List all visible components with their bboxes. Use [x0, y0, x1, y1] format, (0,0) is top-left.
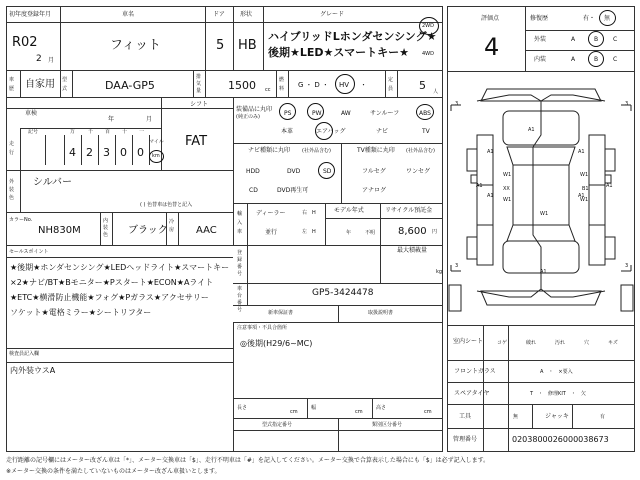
ext-opt-a: A — [571, 36, 576, 43]
mile-label: マイル — [149, 139, 164, 145]
height-label: 高さ — [376, 405, 387, 411]
tv-analog: アナログ — [362, 187, 387, 194]
tv-title: TV種類に丸印 — [357, 147, 395, 154]
equipment-subtitle: (純正のみ) — [236, 114, 260, 120]
sales-label: セールスポイント — [9, 249, 49, 255]
recycle: 8,600 — [398, 226, 427, 237]
mileage-digit-2: 2 — [86, 146, 93, 159]
ext-label: 外装 — [534, 36, 547, 43]
chassis: GP5-3424478 — [312, 288, 374, 298]
capacity: 5 — [419, 79, 426, 92]
import-parallel: 並行 — [265, 229, 278, 236]
diag-mark-11: XX — [503, 186, 510, 192]
ju-label: 十 — [122, 129, 128, 135]
max-load-label: 最大積載量 — [397, 247, 428, 254]
exterior-color: シルバー — [33, 177, 73, 188]
import-dealer: ディーラー — [256, 210, 286, 217]
ext-selected-circle — [588, 31, 604, 47]
pillar-item-2: 破れ — [526, 340, 537, 346]
reg-label: 登録番号 — [237, 250, 243, 277]
usage: 自家用 — [25, 79, 55, 90]
doors-label: ドア — [213, 11, 225, 18]
hyaku-label: 百 — [105, 129, 111, 135]
height-unit: cm — [424, 409, 432, 415]
first-reg-label: 初年度登録年月 — [9, 11, 52, 18]
int-opt-c: C — [613, 56, 618, 63]
spare-label: スペアタイヤ — [454, 390, 490, 397]
color-no-label: カラーNo. — [9, 217, 33, 223]
footer-line-2: ※メーター交換の条件を満たしていないものはメーター改ざん車扱いとします。 — [6, 468, 221, 475]
ichi-label: 一 — [139, 129, 145, 135]
recycle-label: リサイクル預託金 — [385, 207, 433, 214]
inspection-label: 車検 — [25, 110, 38, 117]
diag-mark-14: A1 — [476, 183, 483, 189]
diag-mark-8: W1 — [580, 172, 589, 178]
inspector-line-1: 内外装ウスA — [10, 366, 56, 375]
shape: HB — [238, 38, 257, 53]
class-label: 類別区分番号 — [372, 422, 403, 428]
width-label: 幅 — [311, 405, 317, 411]
fuel-rest: ・ — [360, 81, 367, 89]
import-right: 右 — [302, 210, 308, 216]
model-label: 型式 — [62, 77, 68, 92]
capacity-label: 定員 — [388, 77, 394, 92]
import-label: 輸入車 — [237, 211, 243, 235]
displacement-unit: cc — [265, 87, 271, 93]
equip-ps: PS — [284, 110, 292, 117]
km-label: km — [152, 153, 160, 159]
color-no: NH830M — [38, 225, 81, 236]
navi-title: ナビ種類に丸印 — [248, 147, 291, 154]
jack-value: 有 — [600, 414, 606, 420]
mileage-digit-3: 3 — [103, 146, 110, 159]
exterior-note: ( ) 色替車は色替と記入 — [140, 202, 193, 208]
glass-label: フロントガラス — [454, 368, 496, 375]
equip-ps-circle — [279, 103, 296, 120]
reg-month-unit: 月 — [48, 57, 55, 64]
sales-line-4: ソケット★電格ミラー★シートリフター — [10, 308, 152, 317]
import-h-right: H — [312, 210, 316, 216]
navi-sub: (社外品含む) — [302, 148, 331, 154]
tv-oneseg: ワンセグ — [406, 168, 431, 175]
sen-label: 千 — [88, 129, 94, 135]
tool-value: 無 — [513, 414, 519, 420]
pillar-item-3: 汚れ — [555, 340, 566, 346]
length-label: 長さ — [237, 405, 248, 411]
score-label: 評価点 — [481, 15, 500, 22]
sales-line-2: ×2★ナビ/BT★Bモニター★Pスタート★ECON★Aライト — [10, 278, 214, 287]
diag-mark-3: A1 — [578, 149, 585, 155]
drive-2wd: 2WD — [422, 23, 434, 29]
equip-leather: 本革 — [281, 128, 294, 135]
equip-navi: ナビ — [376, 128, 389, 135]
navi-hdd: HDD — [246, 168, 260, 175]
ext-opt-b: B — [594, 36, 599, 43]
capacity-unit: 人 — [433, 89, 439, 95]
equip-abs: ABS — [419, 110, 431, 117]
tv-sub: (社外品含む) — [406, 148, 435, 154]
diag-mark-9: W1 — [503, 197, 512, 203]
fix-selected: 無 — [604, 15, 611, 22]
equip-tv: TV — [422, 128, 430, 135]
type-cert-label: 型式指定番号 — [262, 422, 293, 428]
navi-dvd: DVD — [287, 168, 301, 175]
jack-label: ジャッキ — [545, 413, 569, 420]
pillar-item-1: コゲ — [497, 340, 508, 346]
inspection-month-unit: 月 — [146, 116, 153, 123]
fuel-label: 燃料 — [279, 77, 285, 92]
doors: 5 — [216, 38, 225, 53]
shift-label: シフト — [190, 101, 209, 108]
int-label: 内装 — [534, 56, 547, 63]
grade-label: グレード — [320, 11, 345, 18]
exterior-label: 外装色 — [9, 179, 15, 201]
equip-pw-circle — [307, 103, 324, 120]
interior-label: 内装色 — [103, 218, 109, 238]
model-year-label: モデル年式 — [334, 207, 364, 214]
mileage-digit-5: 0 — [137, 146, 144, 159]
inspector-label: 検査員記入欄 — [9, 351, 40, 357]
int-opt-b: B — [594, 56, 599, 63]
diag-mark-4: A1 — [487, 193, 494, 199]
kg-unit: kg — [436, 269, 443, 275]
import-h-left: H — [312, 229, 316, 235]
glass-value: A ・ ×要入 — [540, 369, 573, 375]
reg-year: R02 — [12, 35, 38, 50]
symbol-label: 記号 — [28, 129, 39, 135]
grade-line1: ハイブリッドLホンダセンシング★ — [268, 30, 437, 43]
mgmt-value: 0203800026000038673 — [512, 435, 609, 444]
model-year-unknown: 不明 — [365, 230, 376, 236]
reg-month: 2 — [36, 54, 42, 64]
fix-options: 有・ — [583, 15, 596, 22]
score: 4 — [484, 33, 500, 61]
diag-mark-1: A1 — [528, 127, 535, 133]
mileage-digit-1: 4 — [69, 146, 76, 159]
fuel-options: G・D・ — [298, 81, 331, 89]
diag-mark-15: A1 — [606, 183, 613, 189]
recycle-unit: 円 — [432, 229, 438, 235]
sales-line-3: ★ETC★横滑防止機能★フォグ★Pガラス★アクセサリー — [10, 293, 209, 302]
import-left: 左 — [302, 229, 308, 235]
pillar-label: 室内シート — [453, 338, 484, 345]
equip-aw: AW — [341, 110, 351, 117]
int-opt-a: A — [571, 56, 576, 63]
interior-color: ブラック — [128, 225, 168, 236]
manual-label: 取扱説明書 — [368, 310, 394, 316]
pillar-item-5: キズ — [608, 340, 618, 346]
car-name-label: 車名 — [122, 11, 135, 18]
usage-label: 車歴 — [9, 77, 15, 92]
fuel-selected: HV — [339, 81, 350, 89]
pillar-item-4: 穴 — [584, 340, 590, 346]
diag-side-num-2: 3 — [625, 101, 629, 107]
diag-mark-5: A1 — [578, 193, 585, 199]
navi-sd: SD — [323, 168, 332, 175]
length-unit: cm — [290, 409, 298, 415]
diag-side-num-3: 3 — [455, 263, 459, 269]
diag-mark-6: A1 — [540, 269, 547, 275]
int-selected-circle — [588, 51, 604, 67]
ac: AAC — [196, 225, 217, 236]
car-name: フィット — [110, 38, 161, 53]
shape-label: 形状 — [240, 11, 253, 18]
tool-label: 工具 — [459, 413, 472, 420]
mileage-digit-4: 0 — [120, 146, 127, 159]
navi-sd-circle — [318, 162, 335, 179]
diag-mark-13: W1 — [540, 211, 549, 217]
grade-line2: 後期★LED★スマートキー★ — [268, 46, 410, 59]
diag-mark-10: W1 — [580, 197, 589, 203]
equipment-title: 装備品に丸印 — [236, 106, 273, 113]
mgmt-label: 管理番号 — [453, 436, 478, 443]
car-diagram — [447, 75, 635, 325]
run-label: 走行 — [9, 141, 15, 156]
diag-side-num-1: 3 — [455, 101, 459, 107]
ext-opt-c: C — [613, 36, 618, 43]
diag-mark-2: A1 — [487, 149, 494, 155]
model: DAA-GP5 — [105, 79, 155, 92]
displacement-label: 排気量 — [196, 74, 202, 94]
diag-mark-7: W1 — [503, 172, 512, 178]
spare-value: T ・ 修理KIT ・ 欠 — [530, 391, 586, 397]
equip-airbag: エアバッグ — [316, 128, 346, 135]
drive-4wd: 4WD — [422, 51, 434, 57]
sales-line-1: ★後期★ホンダセンシング★LEDヘッドライト★スマートキー — [10, 263, 230, 272]
notes-line-1: ◎後期(H29/6~MC) — [240, 339, 313, 348]
displacement: 1500 — [228, 79, 256, 92]
equip-abs-circle — [416, 104, 434, 120]
diag-side-num-4: 3 — [625, 263, 629, 269]
navi-dvd-play: DVD再生可 — [277, 187, 309, 194]
ac-label: 冷房 — [169, 219, 175, 233]
model-year-year: 年 — [346, 230, 352, 236]
inspection-year-unit: 年 — [108, 116, 115, 123]
notes-label: 注意事項・不具合箇所 — [237, 325, 288, 331]
width-unit: cm — [355, 409, 363, 415]
chassis-label: 車台番号 — [237, 286, 243, 313]
diag-mark-12: B1 — [582, 186, 589, 192]
equip-airbag-circle — [315, 122, 333, 140]
equip-sunroof: サンルーフ — [370, 110, 400, 117]
equip-pw: PW — [312, 110, 322, 117]
navi-cd: CD — [249, 187, 258, 194]
man-label: 万 — [70, 129, 76, 135]
tv-fullseg: フルセグ — [362, 168, 386, 175]
fix-label: 修復歴 — [530, 15, 549, 22]
warranty-label: 新車保証書 — [268, 310, 294, 316]
footer-line-1: 走行距離の記号欄にはメーター改ざん車は「*」、メーター交換車は「$」、走行不明車は「#」を記入してください。メーター交換で合算表示した場合にも「$」は必ず記入します。 — [6, 457, 490, 464]
shift: FAT — [185, 134, 208, 149]
